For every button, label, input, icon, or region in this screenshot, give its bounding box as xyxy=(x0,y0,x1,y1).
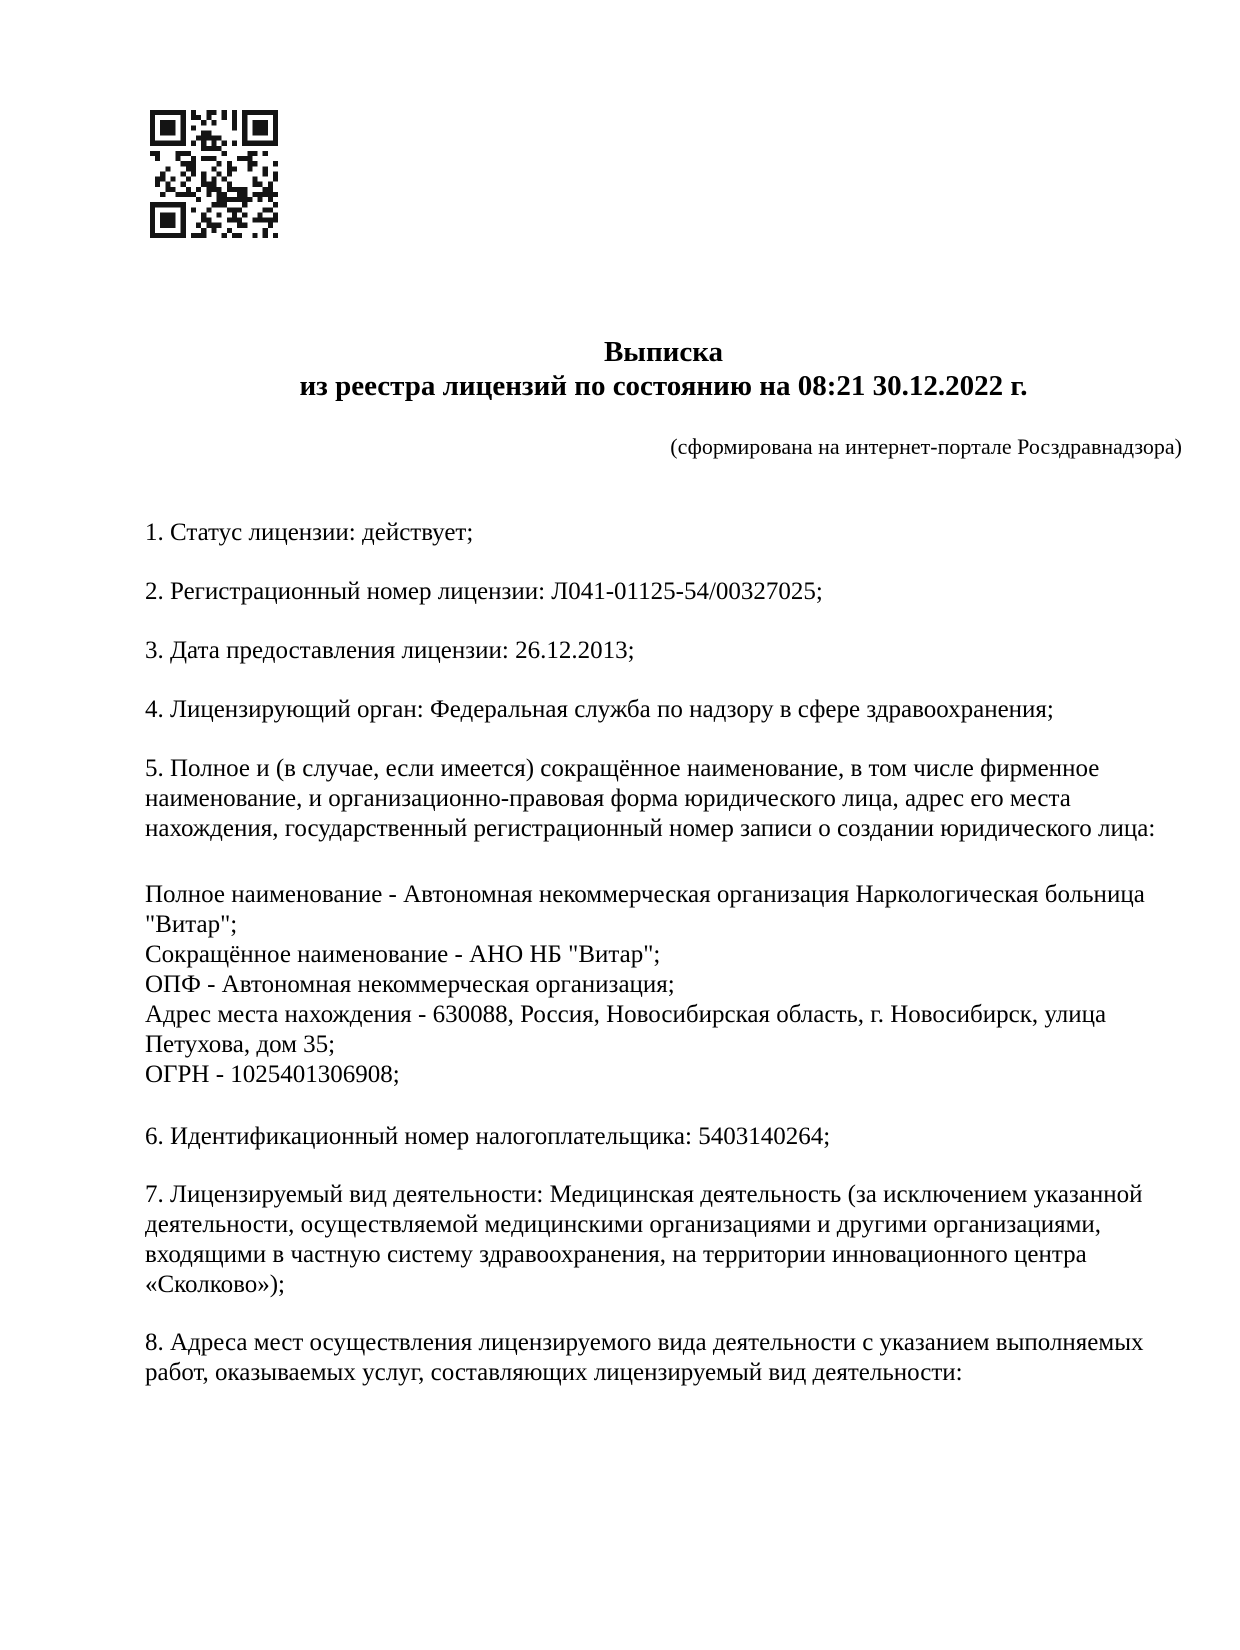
generation-note: (сформирована на интернет-портале Росздравнадзора) xyxy=(670,434,1182,459)
entity-details xyxy=(145,880,1182,1090)
document-title-line-1: Выписка xyxy=(603,336,724,368)
item-license-number: 2. Регистрационный номер лицензии: Л041-01125-54/00327025; xyxy=(145,578,823,605)
item-activity-addresses-intro: 8. Адреса мест осуществления лицензируемого вида деятельности с указанием выполняемых работ, оказываемых услуг, составляющих лицензируемый вид деятельности: xyxy=(145,1329,1144,1386)
entity-ogrn: ОГРН - 1025401306908; xyxy=(145,1061,400,1088)
item-license-status: 1. Статус лицензии: действует; xyxy=(145,519,474,546)
item-taxpayer-number: 6. Идентификационный номер налогоплательщика: 5403140264; xyxy=(145,1123,831,1150)
document-title xyxy=(145,335,1182,403)
document-title-line-2: из реестра лицензий по состоянию на 08:21 30.12.2022 г. xyxy=(299,370,1028,402)
item-licensed-activity: 7. Лицензируемый вид деятельности: Медицинская деятельность (за исключением указанной деятельности, осуществляемой медицинскими организациями и другими организациями, входящими в частную систему здравоохранения, на территории инновационного центра «Сколково»); xyxy=(145,1181,1143,1298)
qr-code xyxy=(150,110,278,238)
item-license-date: 3. Дата предоставления лицензии: 26.12.2013; xyxy=(145,637,635,664)
item-licensing-authority: 4. Лицензирующий орган: Федеральная служба по надзору в сфере здравоохранения; xyxy=(145,696,1054,723)
entity-legal-form: ОПФ - Автономная некоммерческая организация; xyxy=(145,971,675,998)
entity-address: Адрес места нахождения - 630088, Россия, Новосибирская область, г. Новосибирск, улица Петухова, дом 35; xyxy=(145,1001,1107,1058)
entity-full-name: Полное наименование - Автономная некоммерческая организация Наркологическая больница "Витар"; xyxy=(145,881,1145,938)
entity-short-name: Сокращённое наименование - АНО НБ "Витар"; xyxy=(145,941,661,968)
item-entity-names-intro: 5. Полное и (в случае, если имеется) сокращённое наименование, в том числе фирменное наименование, и организационно-правовая форма юридического лица, адрес его места нахождения, государственный регистрационный номер записи о создании юридического лица: xyxy=(145,755,1156,842)
